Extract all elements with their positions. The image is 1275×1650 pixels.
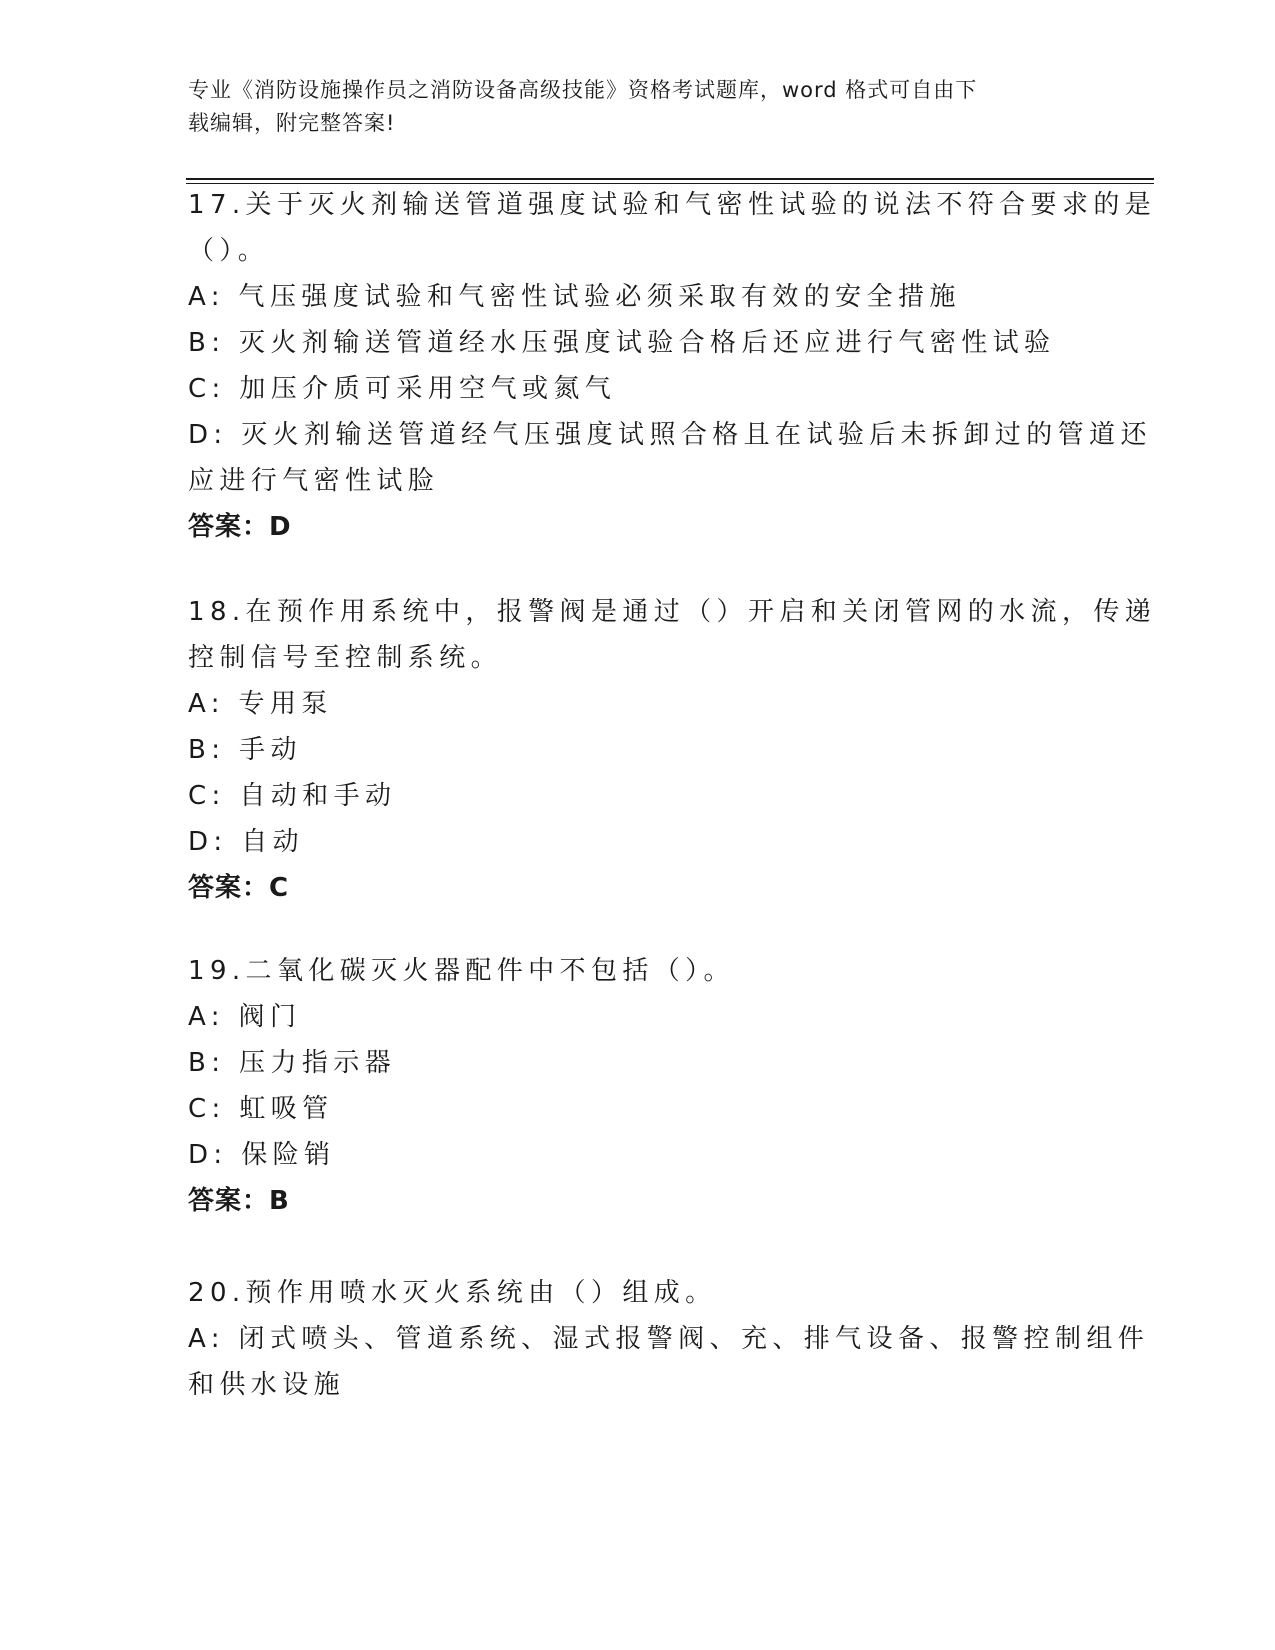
question-stem-continued: （）。 [188, 236, 270, 266]
option-a: A: 阀门 [188, 1002, 302, 1032]
question-stem: 18.在预作用系统中，报警阀是通过（）开启和关闭管网的水流，传递 [188, 597, 1157, 627]
option-b: B: 压力指示器 [188, 1048, 397, 1078]
option-a: A: 闭式喷头、管道系统、湿式报警阀、充、排气设备、报警控制组件 [188, 1324, 1150, 1354]
question-stem: 17.关于灭火剂输送管道强度试验和气密性试验的说法不符合要求的是 [188, 190, 1157, 220]
answer-line [188, 865, 1068, 911]
question-stem: 19.二氧化碳灭火器配件中不包括（）。 [188, 956, 735, 986]
option-c: C: 加压介质可采用空气或氮气 [188, 374, 617, 404]
answer-label: 答案： [188, 1186, 270, 1216]
question-stem-continued: 控制信号至控制系统。 [188, 643, 503, 673]
question-17 [188, 182, 1157, 550]
question-18 [188, 589, 1157, 911]
question-stem: 20.预作用喷水灭火系统由（）组成。 [188, 1278, 717, 1308]
option-b: B: 手动 [188, 735, 302, 765]
header-divider-thick [186, 178, 1154, 180]
answer-value: D [269, 512, 292, 542]
option-a: A: 专用泵 [188, 689, 333, 719]
answer-line [188, 504, 1068, 550]
answer-value: B [269, 1186, 290, 1216]
document-header [188, 74, 1068, 140]
header-line-2: 载编辑，附完整答案! [188, 111, 396, 135]
option-c: C: 自动和手动 [188, 781, 397, 811]
option-b: B: 灭火剂输送管道经水压强度试验合格后还应进行气密性试验 [188, 328, 1056, 358]
answer-value: C [269, 873, 290, 903]
option-a: A: 气压强度试验和气密性试验必须采取有效的安全措施 [188, 282, 961, 312]
option-d-continued: 应进行气密性试脸 [188, 466, 440, 496]
option-d: D: 自动 [188, 827, 305, 857]
question-19 [188, 948, 1068, 1224]
question-20 [188, 1270, 1150, 1408]
answer-label: 答案： [188, 873, 270, 903]
header-line-1: 专业《消防设施操作员之消防设备高级技能》资格考试题库，word 格式可自由下 [188, 78, 978, 102]
option-d: D: 保险销 [188, 1140, 336, 1170]
option-c: C: 虹吸管 [188, 1094, 334, 1124]
option-a-continued: 和供水设施 [188, 1370, 346, 1400]
answer-line [188, 1178, 1068, 1224]
answer-label: 答案： [188, 512, 270, 542]
option-d: D: 灭火剂输送管道经气压强度试照合格且在试验后未拆卸过的管道还 [188, 420, 1152, 450]
